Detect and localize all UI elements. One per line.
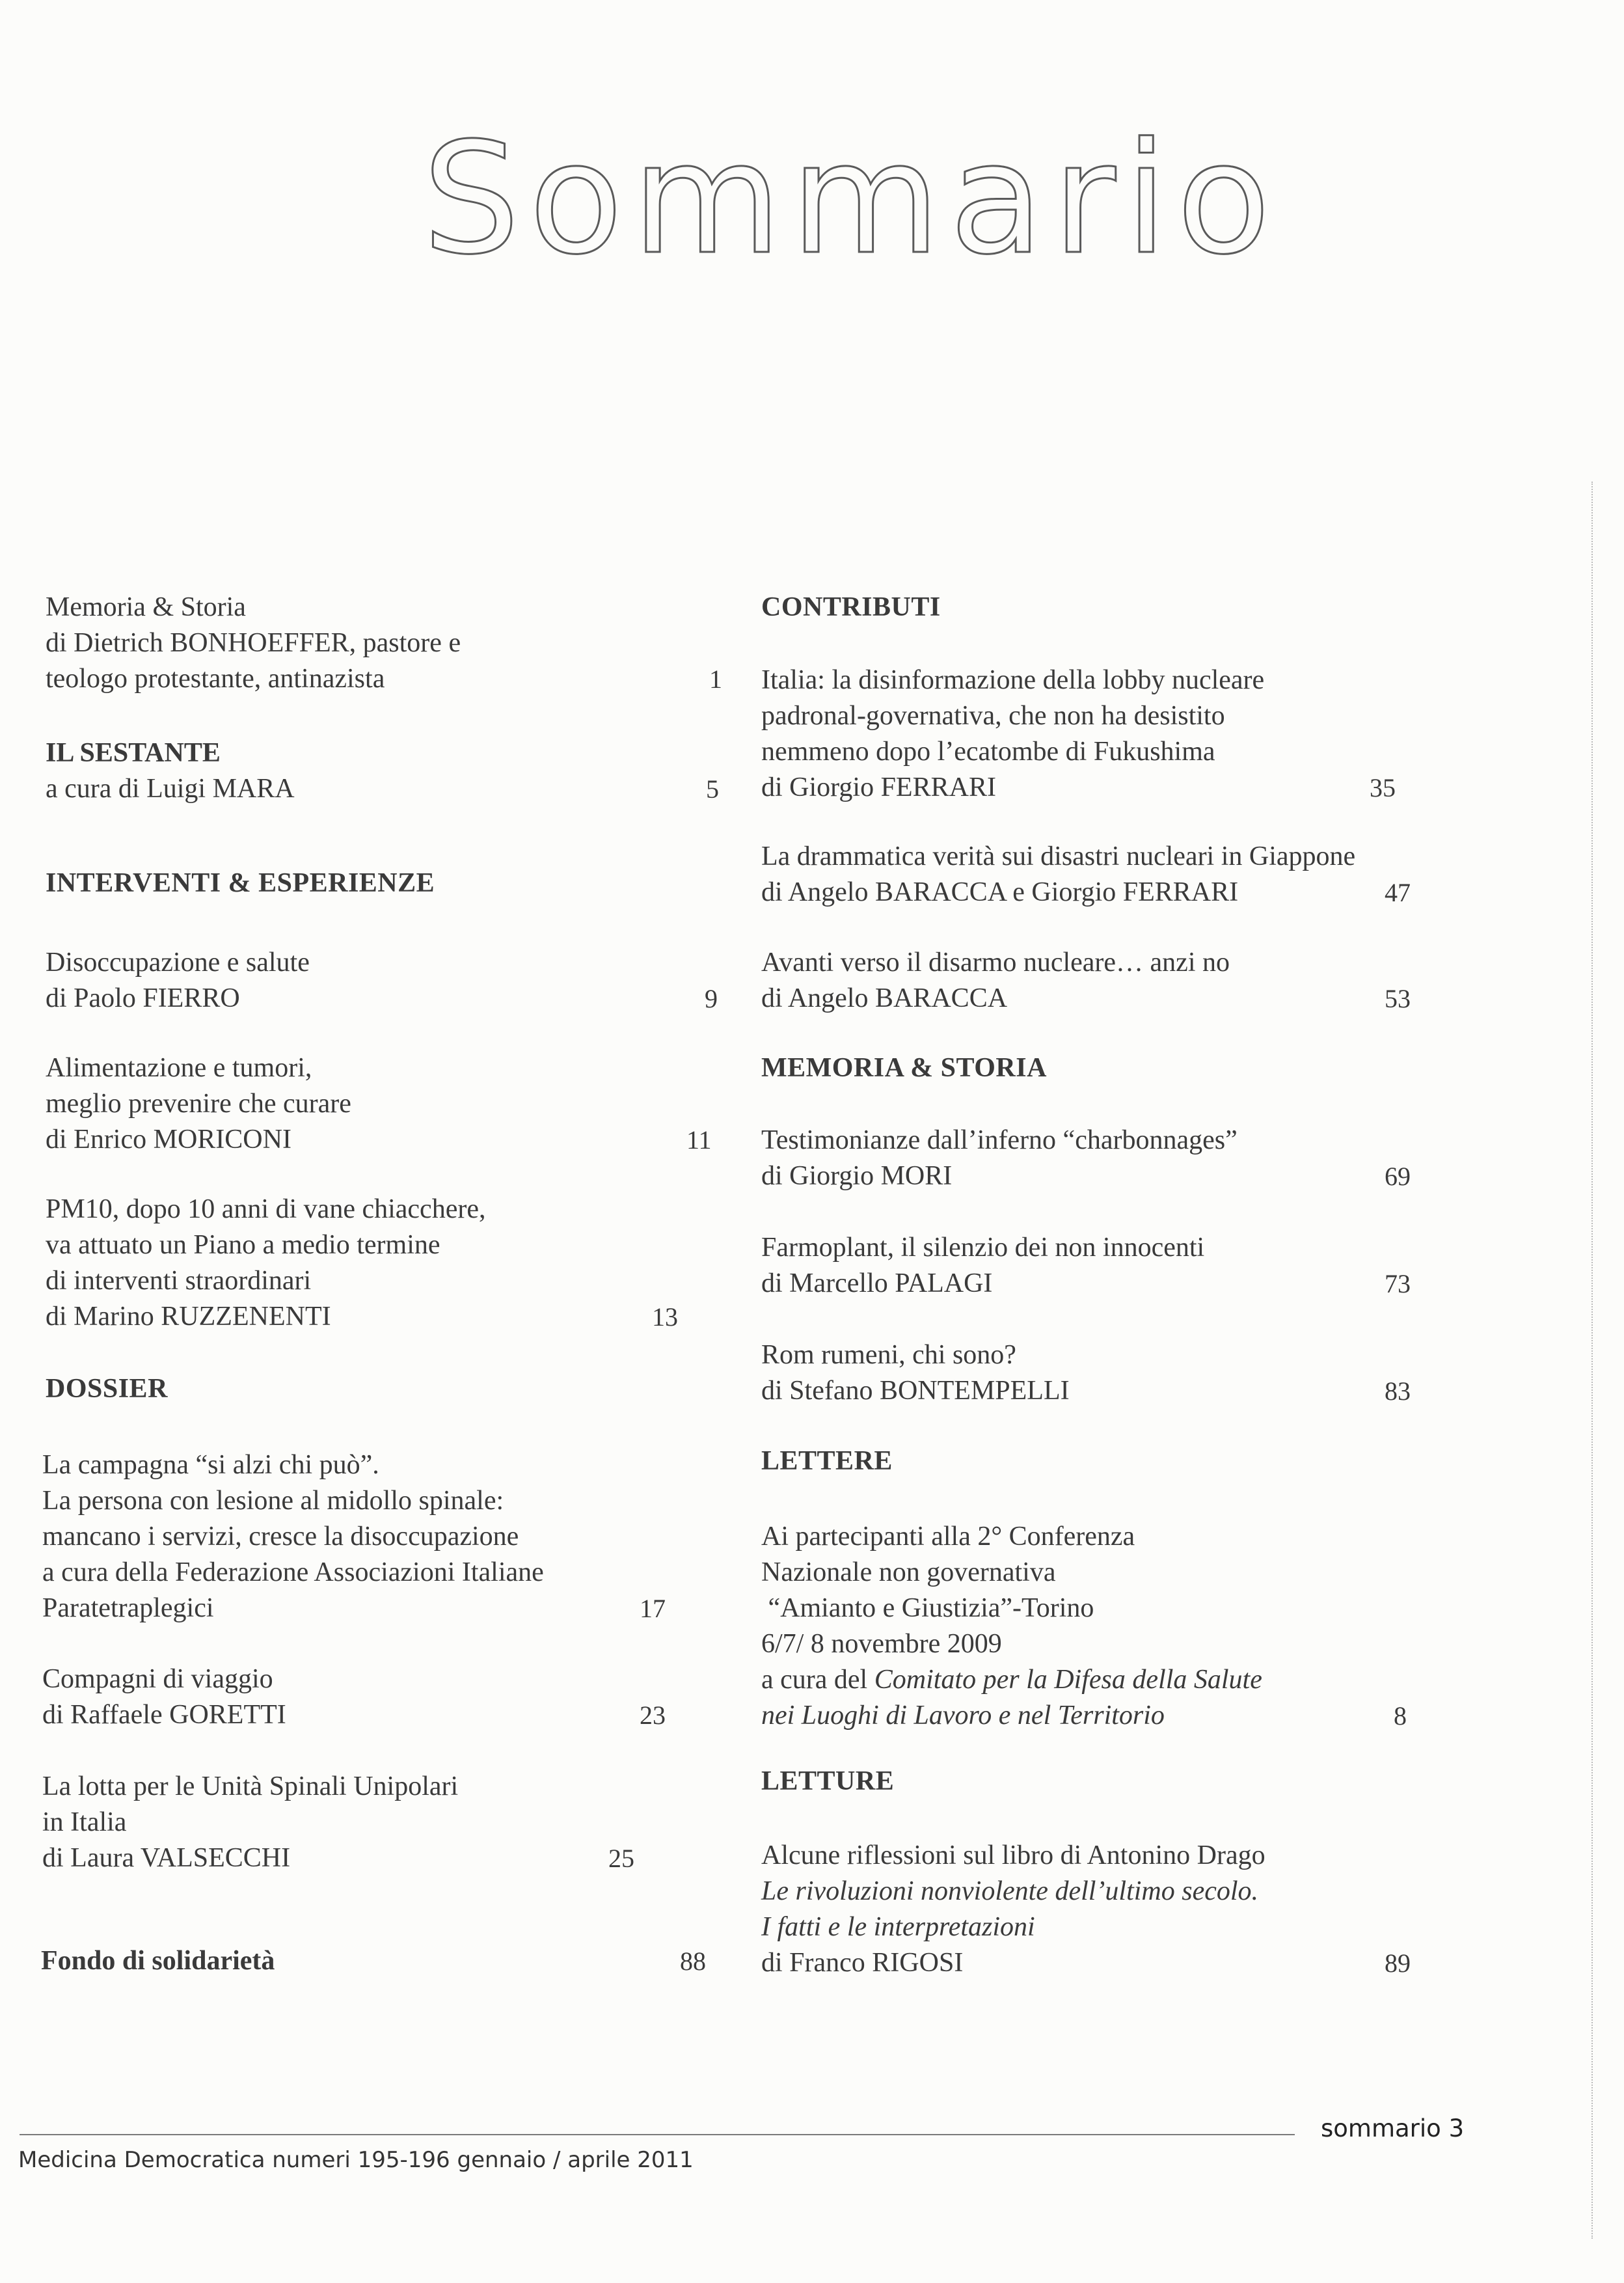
- entry-line: La persona con lesione al midollo spinale:: [42, 1486, 504, 1516]
- entry-line: Italia: la disinformazione della lobby nucleare: [761, 665, 1265, 695]
- entry-line: Fondo di solidarietà: [41, 1946, 275, 1976]
- entry-line: Ai partecipanti alla 2° Conferenza: [761, 1522, 1135, 1552]
- entry-line: di Enrico MORICONI: [46, 1125, 291, 1155]
- entry-line: nemmeno dopo l’ecatombe di Fukushima: [761, 737, 1215, 767]
- page-number: 47: [1385, 878, 1411, 907]
- entry-line: teologo protestante, antinazista: [46, 664, 385, 694]
- entry-line: La campagna “si alzi chi può”.: [42, 1450, 379, 1480]
- entry-line: mancano i servizi, cresce la disoccupazione: [42, 1522, 519, 1552]
- toc-entry-campagna[interactable]: [42, 1447, 719, 1626]
- entry-line: meglio prevenire che curare: [46, 1089, 351, 1119]
- page-number: 11: [686, 1125, 712, 1155]
- page-number: 73: [1385, 1269, 1411, 1298]
- page-number: 17: [640, 1594, 666, 1623]
- page-number: 23: [640, 1701, 666, 1730]
- entry-line: a cura di Luigi MARA: [46, 774, 295, 804]
- page-number: 35: [1370, 773, 1396, 802]
- toc-entry-italia[interactable]: [761, 663, 1438, 806]
- page-number: 8: [1394, 1701, 1407, 1730]
- entry-line: Memoria & Storia: [46, 592, 246, 622]
- toc-entry-alimentazione[interactable]: [46, 1050, 722, 1158]
- entry-line: di Franco RIGOSI: [761, 1948, 964, 1978]
- page-number: 88: [680, 1947, 706, 1976]
- entry-line: di Dietrich BONHOEFFER, pastore e: [46, 628, 461, 658]
- entry-line: Nazionale non governativa: [761, 1557, 1056, 1587]
- page-number: 5: [706, 774, 719, 804]
- entry-line: La drammatica verità sui disastri nucleari in Giappone: [761, 841, 1356, 871]
- toc-entry-compagni[interactable]: [42, 1661, 719, 1733]
- entry-line: a cura della Federazione Associazioni Italiane: [42, 1557, 544, 1587]
- page-number: 13: [652, 1302, 678, 1332]
- section-heading-letture: LETTURE: [761, 1766, 895, 1796]
- section-heading-dossier: DOSSIER: [46, 1374, 168, 1404]
- entry-line: di Angelo BARACCA: [761, 983, 1008, 1013]
- page-number: 25: [608, 1844, 634, 1873]
- toc-entry-lotta[interactable]: [42, 1769, 719, 1876]
- entry-line: Farmoplant, il silenzio dei non innocenti: [761, 1233, 1205, 1263]
- entry-line: Paratetraplegici: [42, 1593, 214, 1623]
- page-number: 89: [1385, 1948, 1411, 1978]
- toc-entry-sestante[interactable]: [46, 735, 722, 807]
- toc-entry-disoccupazione[interactable]: [46, 945, 722, 1017]
- entry-line: va attuato un Piano a medio termine: [46, 1230, 440, 1260]
- entry-line: di Giorgio MORI: [761, 1161, 953, 1191]
- page-number: 53: [1385, 984, 1411, 1013]
- entry-line: nei Luoghi di Lavoro e nel Territorio: [761, 1701, 1165, 1730]
- entry-line: di Angelo BARACCA e Giorgio FERRARI: [761, 877, 1239, 907]
- section-heading-lettere: LETTERE: [761, 1446, 893, 1476]
- entry-line: padronal-governativa, che non ha desistito: [761, 701, 1225, 731]
- entry-line: [761, 1662, 1438, 1698]
- toc-entry-drammatica[interactable]: [761, 839, 1438, 910]
- entry-line: di interventi straordinari: [46, 1266, 312, 1296]
- toc-entry-lettere[interactable]: [761, 1519, 1438, 1734]
- toc-entry-bonhoeffer[interactable]: [46, 590, 722, 697]
- footer-rule: [20, 2134, 1295, 2135]
- toc-entry-testimonianze[interactable]: [761, 1123, 1438, 1194]
- entry-line: Alcune riflessioni sul libro di Antonino Drago: [761, 1840, 1265, 1870]
- entry-line: di Stefano BONTEMPELLI: [761, 1376, 1070, 1406]
- entry-line: di Laura VALSECCHI: [42, 1843, 291, 1873]
- toc-entry-avanti[interactable]: [761, 945, 1438, 1017]
- book-title: Le rivoluzioni nonviolente dell’ultimo secolo.: [761, 1876, 1259, 1906]
- footer-publication: Medicina Democratica numeri 195-196 gennaio / aprile 2011: [18, 2147, 694, 2173]
- book-subtitle: I fatti e le interpretazioni: [761, 1912, 1035, 1942]
- toc-entry-fondo[interactable]: [41, 1943, 718, 1979]
- entry-line: Alimentazione e tumori,: [46, 1053, 312, 1083]
- page-title: Sommario: [422, 109, 1280, 288]
- section-heading-interventi: INTERVENTI & ESPERIENZE: [46, 868, 435, 898]
- section-heading-contributi: CONTRIBUTI: [761, 592, 941, 622]
- cura-prefix: a cura del: [761, 1665, 874, 1695]
- entry-line: di Raffaele GORETTI: [42, 1700, 286, 1730]
- toc-entry-letture[interactable]: [761, 1838, 1438, 1981]
- committee-name: Comitato per la Difesa della Salute: [874, 1665, 1262, 1695]
- page-number: 9: [705, 984, 718, 1013]
- entry-line: “Amianto e Giustizia”-Torino: [761, 1593, 1094, 1623]
- toc-entry-rom[interactable]: [761, 1337, 1438, 1409]
- toc-entry-pm10[interactable]: [46, 1192, 722, 1335]
- entry-line: in Italia: [42, 1807, 127, 1837]
- entry-line: La lotta per le Unità Spinali Unipolari: [42, 1771, 459, 1801]
- entry-line: di Paolo FIERRO: [46, 983, 240, 1013]
- entry-line: Testimonianze dall’inferno “charbonnages”: [761, 1125, 1238, 1155]
- scan-edge-line: [1591, 482, 1593, 2239]
- entry-line: Compagni di viaggio: [42, 1664, 273, 1694]
- toc-entry-farmoplant[interactable]: [761, 1230, 1438, 1302]
- entry-line: di Giorgio FERRARI: [761, 772, 996, 802]
- entry-line: Avanti verso il disarmo nucleare… anzi no: [761, 948, 1230, 977]
- page-number: 83: [1385, 1376, 1411, 1406]
- entry-line: di Marino RUZZENENTI: [46, 1302, 331, 1332]
- entry-line: Rom rumeni, chi sono?: [761, 1340, 1016, 1370]
- entry-line: 6/7/ 8 novembre 2009: [761, 1629, 1002, 1659]
- section-heading-memoria: MEMORIA & STORIA: [761, 1053, 1047, 1083]
- entry-line: PM10, dopo 10 anni di vane chiacchere,: [46, 1194, 486, 1224]
- section-heading: IL SESTANTE: [46, 738, 221, 768]
- page-number: 1: [709, 664, 722, 694]
- entry-line: Disoccupazione e salute: [46, 948, 310, 977]
- footer-section-label: sommario 3: [1321, 2114, 1465, 2142]
- page-number: 69: [1385, 1162, 1411, 1191]
- entry-line: di Marcello PALAGI: [761, 1268, 993, 1298]
